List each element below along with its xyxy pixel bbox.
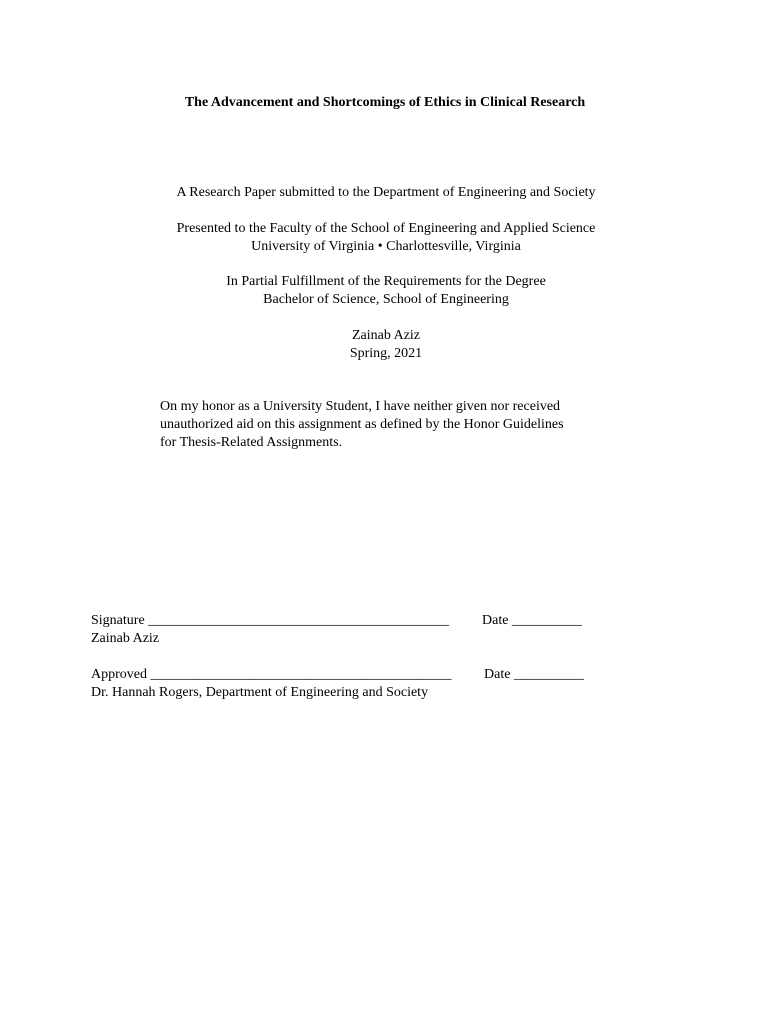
approval-row bbox=[91, 666, 584, 684]
fulfillment-line-1: In Partial Fulfillment of the Requirements for the Degree bbox=[226, 274, 546, 289]
fulfillment-block bbox=[0, 273, 770, 309]
approval-line: Approved ___________________________________________ bbox=[91, 667, 452, 682]
approval-date-line: Date __________ bbox=[484, 667, 584, 682]
submission-date: Spring, 2021 bbox=[349, 346, 423, 361]
signature-line: Signature ___________________________________________ bbox=[91, 613, 450, 628]
author-block bbox=[0, 327, 770, 363]
submission-statement bbox=[0, 184, 770, 202]
honor-line-2: unauthorized aid on this assignment as defined by the Honor Guidelines bbox=[160, 417, 564, 432]
presented-line-2: University of Virginia • Charlottesville, Virginia bbox=[251, 239, 521, 254]
presented-line-1: Presented to the Faculty of the School of Engineering and Applied Science bbox=[176, 221, 596, 236]
signer-name: Zainab Aziz bbox=[91, 631, 160, 646]
approver-name: Dr. Hannah Rogers, Department of Engineering and Society bbox=[91, 685, 429, 700]
signature-row bbox=[91, 612, 582, 630]
honor-line-1: On my honor as a University Student, I have neither given nor received bbox=[160, 399, 561, 414]
honor-line-3: for Thesis-Related Assignments. bbox=[160, 435, 343, 450]
paper-title: The Advancement and Shortcomings of Ethics in Clinical Research bbox=[184, 95, 586, 110]
author-name: Zainab Aziz bbox=[351, 328, 421, 343]
honor-pledge bbox=[160, 398, 620, 452]
presented-block bbox=[0, 220, 770, 256]
signature-date-line: Date __________ bbox=[482, 613, 582, 628]
submission-line: A Research Paper submitted to the Department of Engineering and Society bbox=[176, 185, 596, 200]
fulfillment-line-2: Bachelor of Science, School of Engineering bbox=[263, 292, 509, 307]
